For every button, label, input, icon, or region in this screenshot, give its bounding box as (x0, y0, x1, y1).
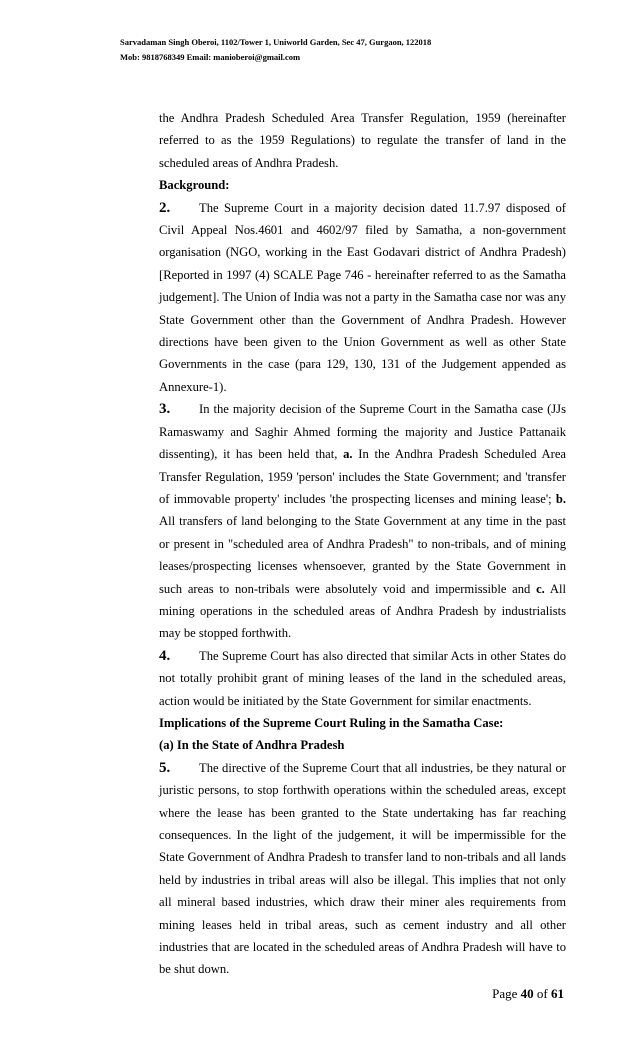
intro-paragraph: the Andhra Pradesh Scheduled Area Transfer Regulation, 1959 (hereinafter referred to as the 1959 Regulations) to regulate the transfer of land in the scheduled areas of Andhra Pradesh. (159, 111, 566, 170)
paragraph-3 (159, 398, 566, 644)
page-label: Page (492, 986, 518, 1001)
paragraph-5 (159, 757, 566, 981)
paragraph-4 (159, 645, 566, 712)
page-footer (492, 986, 564, 1002)
paragraph-text: All mining operations in the scheduled areas of Andhra Pradesh by industrialists may be stopped forthwith. (159, 581, 566, 641)
paragraph-2 (159, 197, 566, 399)
paragraph-text: The Supreme Court in a majority decision dated 11.7.97 disposed of Civil Appeal Nos.4601 and 4602/97 filed by Samatha, a non-government organisation (NGO, working in the East Godavari district of Andhra Pradesh) [Reported in 1997 (4) SCALE Page 746 - hereinafter referred to as the Samatha judgement]. The Union of India was not a party in the Samatha case nor was any State Government other than the Government of Andhra Pradesh. However directions have been given to the Union Government as well as other State Governments in the case (para 129, 130, 131 of the Judgement appended as Annexure-1). (159, 200, 566, 394)
paragraph-number: 2. (159, 199, 171, 216)
background-heading: Background: (159, 178, 230, 193)
letterhead-address: Sarvadaman Singh Oberoi, 1102/Tower 1, Uniworld Garden, Sec 47, Gurgaon, 122018 (120, 37, 432, 47)
of-label: of (536, 986, 548, 1001)
implications-heading: Implications of the Supreme Court Ruling in the Samatha Case: (159, 715, 504, 730)
item-marker: c. (536, 581, 545, 596)
paragraph-text: The Supreme Court has also directed that similar Acts in other States do not totally prohibit grant of mining leases of the land in the scheduled areas, action would be initiated by the State Government for similar enactments. (159, 648, 566, 708)
state-subheading: (a) In the State of Andhra Pradesh (159, 738, 345, 753)
paragraph-number: 4. (159, 647, 171, 664)
item-marker: a. (343, 447, 353, 462)
paragraph-text: In the majority decision of the Supreme Court in the Samatha case (JJs Ramaswamy and Saghir Ahmed forming the majority and Justice Pattanaik dissenting), it has been held that, (159, 402, 566, 462)
page-number: 40 (520, 986, 534, 1001)
document-body (159, 107, 566, 981)
paragraph-text: All transfers of land belonging to the State Government at any time in the past or present in "scheduled area of Andhra Pradesh" to non-tribals, and of mining leases/prospecting licenses whensoever, granted by the State Government in such areas to non-tribals were absolutely void and impermissible and (159, 514, 566, 596)
letterhead-contact: Mob: 9818768349 Email: manioberoi@gmail.com (120, 52, 301, 62)
paragraph-number: 5. (159, 759, 171, 776)
item-marker: b. (555, 491, 566, 506)
paragraph-text: In the Andhra Pradesh Scheduled Area Transfer Regulation, 1959 'person' includes the State Government; and 'transfer of immovable property' includes 'the prospecting licenses and mining lease'; (159, 447, 566, 506)
page-total: 61 (551, 986, 564, 1001)
paragraph-number: 3. (159, 401, 171, 418)
letterhead (120, 35, 600, 65)
paragraph-text: The directive of the Supreme Court that all industries, be they natural or juristic persons, to stop forthwith operations within the scheduled areas, except where the lease has been granted to the State undertaking has far reaching consequences. In the light of the judgement, it will be impermissible for the State Government of Andhra Pradesh to transfer land to non-tribals and all lands held by industries in tribal areas will also be illegal. This implies that not only all mineral based industries, which draw their miner ales requirements from mining leases held in tribal areas, such as cement industry and all other industries that are located in the scheduled areas of Andhra Pradesh will have to be shut down. (159, 760, 566, 977)
